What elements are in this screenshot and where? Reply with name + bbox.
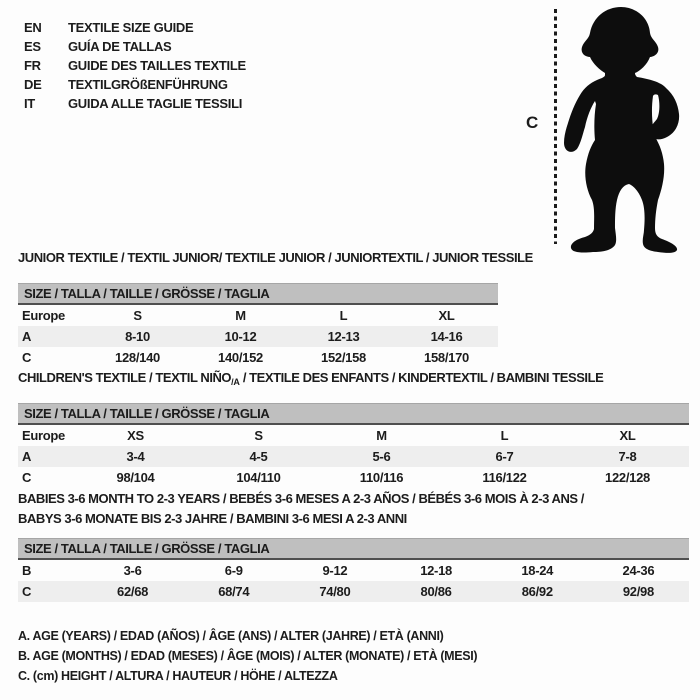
size-cell: 8-10 xyxy=(125,329,150,344)
language-row xyxy=(24,37,246,56)
size-cell: 24-36 xyxy=(622,563,655,578)
size-cell: M xyxy=(235,308,246,323)
table-row xyxy=(18,446,689,467)
row-label: B xyxy=(22,563,32,578)
row-label: C xyxy=(22,350,32,365)
size-cell: S xyxy=(133,308,142,323)
language-code: EN xyxy=(24,20,42,35)
babies-size-table xyxy=(18,538,689,602)
table-rows xyxy=(18,425,689,488)
size-cell: 3-6 xyxy=(123,563,142,578)
height-measure-label: C xyxy=(526,113,538,132)
language-title: GUIDE DES TAILLES TEXTILE xyxy=(68,58,246,73)
size-cell: 9-12 xyxy=(322,563,348,578)
size-cell: 14-16 xyxy=(430,329,463,344)
size-header-bar: SIZE / TALLA / TAILLE / GRÖSSE / TAGLIA xyxy=(18,538,689,560)
size-cell: 6-7 xyxy=(495,449,514,464)
size-cell: XL xyxy=(619,428,636,443)
language-code: IT xyxy=(24,96,35,111)
language-row xyxy=(24,56,246,75)
babies-section-title xyxy=(18,489,584,529)
size-cell: S xyxy=(254,428,263,443)
language-title-list xyxy=(24,18,246,113)
children-section-title xyxy=(18,370,603,387)
size-cell: 116/122 xyxy=(482,470,527,485)
size-cell: XL xyxy=(438,308,455,323)
language-code: FR xyxy=(24,58,41,73)
size-header-bar: SIZE / TALLA / TAILLE / GRÖSSE / TAGLIA xyxy=(18,283,498,305)
table-row xyxy=(18,425,689,446)
size-cell: 6-9 xyxy=(224,563,243,578)
language-title: TEXTILGRÖßENFÜHRUNG xyxy=(68,77,228,92)
size-cell: 12-13 xyxy=(327,329,360,344)
size-cell: 12-18 xyxy=(420,563,452,578)
table-rows xyxy=(18,560,689,602)
size-cell: 110/116 xyxy=(359,470,404,485)
language-row xyxy=(24,75,246,94)
size-cell: 10-12 xyxy=(224,329,257,344)
size-cell: 86/92 xyxy=(521,584,553,599)
size-cell: 104/110 xyxy=(236,470,281,485)
row-label: C xyxy=(22,584,32,599)
size-cell: M xyxy=(376,428,387,443)
size-cell: 7-8 xyxy=(618,449,637,464)
table-rows xyxy=(18,305,498,368)
row-label: Europe xyxy=(22,308,65,323)
size-cell: 128/140 xyxy=(115,350,160,365)
table-row xyxy=(18,581,689,602)
language-title: GUIDA ALLE TAGLIE TESSILI xyxy=(68,96,243,111)
table-row xyxy=(18,305,498,326)
size-cell: 68/74 xyxy=(218,584,250,599)
legend-notes xyxy=(18,626,477,686)
size-cell: L xyxy=(500,428,509,443)
toddler-silhouette-icon xyxy=(557,3,695,253)
language-code: DE xyxy=(24,77,42,92)
row-label: Europe xyxy=(22,428,65,443)
size-cell: 140/152 xyxy=(218,350,263,365)
table-row xyxy=(18,467,689,488)
size-cell: 80/86 xyxy=(420,584,452,599)
language-title: GUÍA DE TALLAS xyxy=(68,39,172,54)
children-size-table xyxy=(18,403,689,488)
junior-section-title: JUNIOR TEXTILE / TEXTIL JUNIOR/ TEXTILE JUNIOR / JUNIORTEXTIL / JUNIOR TESSILE xyxy=(18,250,533,265)
language-title: TEXTILE SIZE GUIDE xyxy=(68,20,194,35)
title-part: CHILDREN'S TEXTILE / TEXTIL NIÑO xyxy=(18,370,232,385)
junior-size-table xyxy=(18,283,498,368)
language-row xyxy=(24,18,246,37)
size-cell: L xyxy=(339,308,348,323)
language-row xyxy=(24,94,246,113)
size-cell: 3-4 xyxy=(126,449,145,464)
size-cell: 92/98 xyxy=(622,584,654,599)
row-label: A xyxy=(22,449,32,464)
size-cell: 62/68 xyxy=(117,584,149,599)
title-line: BABIES 3-6 MONTH TO 2-3 YEARS / BEBÉS 3-6 MESES A 2-3 AÑOS / BÉBÉS 3-6 MOIS À 2-3 ANS / xyxy=(18,491,584,506)
size-cell: 152/158 xyxy=(321,350,366,365)
row-label: A xyxy=(22,329,32,344)
size-cell: 98/104 xyxy=(116,470,155,485)
size-cell: 18-24 xyxy=(521,563,554,578)
size-cell: 4-5 xyxy=(249,449,268,464)
size-cell: 122/128 xyxy=(605,470,650,485)
title-line: BABYS 3-6 MONATE BIS 2-3 JAHRE / BAMBINI 3-6 MESI A 2-3 ANNI xyxy=(18,511,407,526)
language-code: ES xyxy=(24,39,41,54)
title-subscript: /A xyxy=(231,377,240,387)
title-part: / TEXTILE DES ENFANTS / KINDERTEXTIL / BAMBINI TESSILE xyxy=(239,370,604,385)
size-cell: 74/80 xyxy=(319,584,351,599)
table-row xyxy=(18,560,689,581)
table-row xyxy=(18,326,498,347)
size-cell: XS xyxy=(127,428,144,443)
size-cell: 158/170 xyxy=(424,350,469,365)
size-header-bar: SIZE / TALLA / TAILLE / GRÖSSE / TAGLIA xyxy=(18,403,689,425)
row-label: C xyxy=(22,470,32,485)
note-line-a: A. AGE (YEARS) / EDAD (AÑOS) / ÂGE (ANS) / ALTER (JAHRE) / ETÀ (ANNI) xyxy=(18,629,444,643)
size-cell: 5-6 xyxy=(372,449,391,464)
note-line-c: C. (cm) HEIGHT / ALTURA / HAUTEUR / HÖHE / ALTEZZA xyxy=(18,669,338,683)
note-line-b: B. AGE (MONTHS) / EDAD (MESES) / ÂGE (MOIS) / ALTER (MONATE) / ETÀ (MESI) xyxy=(18,649,478,663)
table-row xyxy=(18,347,498,368)
